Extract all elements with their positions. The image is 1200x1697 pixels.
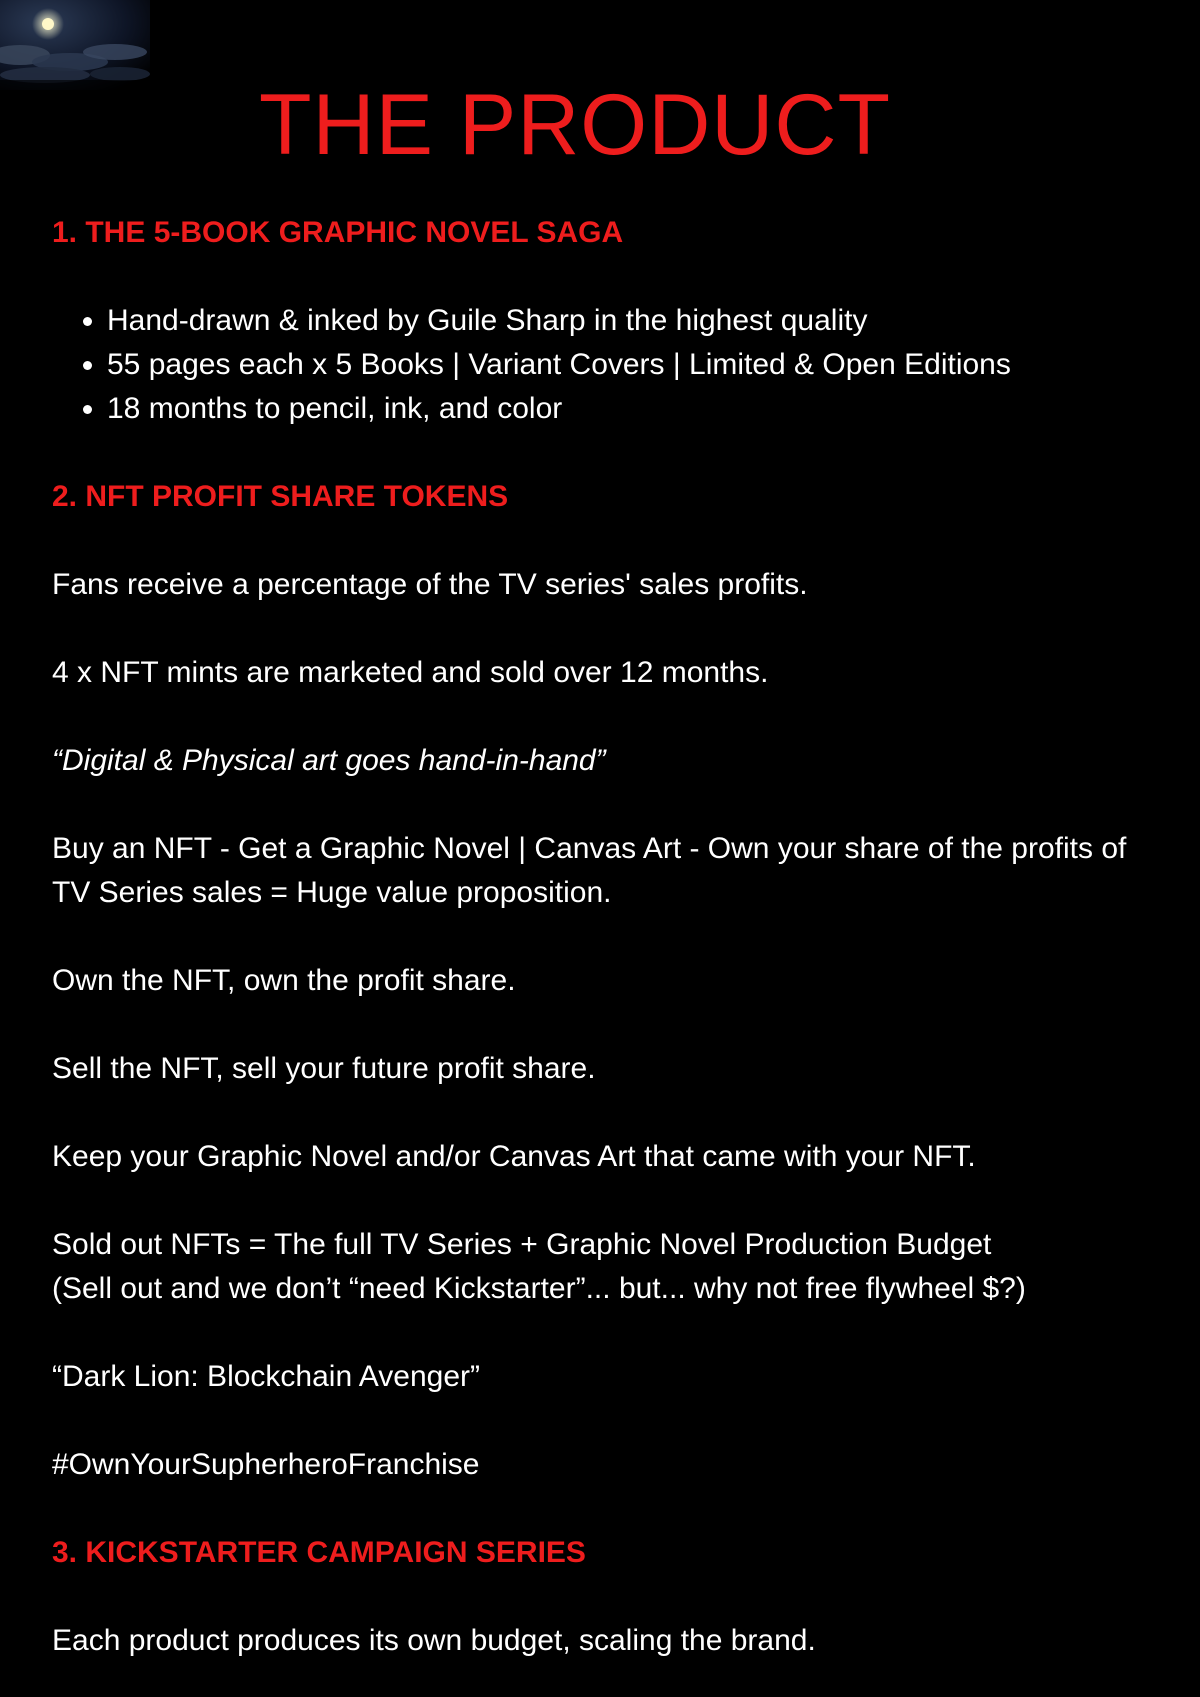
list-item: • 55 pages each x 5 Books | Variant Covers | Limited & Open Editions: [107, 343, 1162, 387]
bullet-list: [52, 299, 1162, 431]
section-heading: 2. NFT PROFIT SHARE TOKENS: [52, 480, 509, 513]
paragraph: Sell the NFT, sell your future profit share.: [52, 1052, 596, 1085]
paragraph: Sold out NFTs = The full TV Series + Graphic Novel Production Budget: [52, 1228, 992, 1261]
list-item: • 18 months to pencil, ink, and color: [107, 387, 1162, 431]
page-title: THE PRODUCT: [258, 77, 892, 173]
paragraph: (Sell out and we don’t “need Kickstarter”... but... why not free flywheel $?): [52, 1272, 1026, 1305]
paragraph: Each product produces its own budget, scaling the brand.: [52, 1624, 816, 1657]
paragraph: Own the NFT, own the profit share.: [52, 964, 516, 997]
section-heading: 1. THE 5-BOOK GRAPHIC NOVEL SAGA: [52, 216, 624, 249]
list-item: • Hand-drawn & inked by Guile Sharp in the highest quality: [107, 299, 1162, 343]
paragraph: Fans receive a percentage of the TV series' sales profits.: [52, 568, 808, 601]
paragraph: Keep your Graphic Novel and/or Canvas Art that came with your NFT.: [52, 1140, 976, 1173]
paragraph: Buy an NFT - Get a Graphic Novel | Canvas Art - Own your share of the profits of TV Series sales = Huge value proposition.: [52, 832, 1127, 909]
hashtag: #OwnYourSupherheroFranchise: [52, 1448, 480, 1481]
paragraph: 4 x NFT mints are marketed and sold over 12 months.: [52, 656, 769, 689]
quote: “Digital & Physical art goes hand-in-hand”: [52, 744, 606, 777]
section-heading: 3. KICKSTARTER CAMPAIGN SERIES: [52, 1536, 586, 1569]
content: [52, 211, 1162, 1663]
paragraph: “Dark Lion: Blockchain Avenger”: [52, 1360, 480, 1393]
